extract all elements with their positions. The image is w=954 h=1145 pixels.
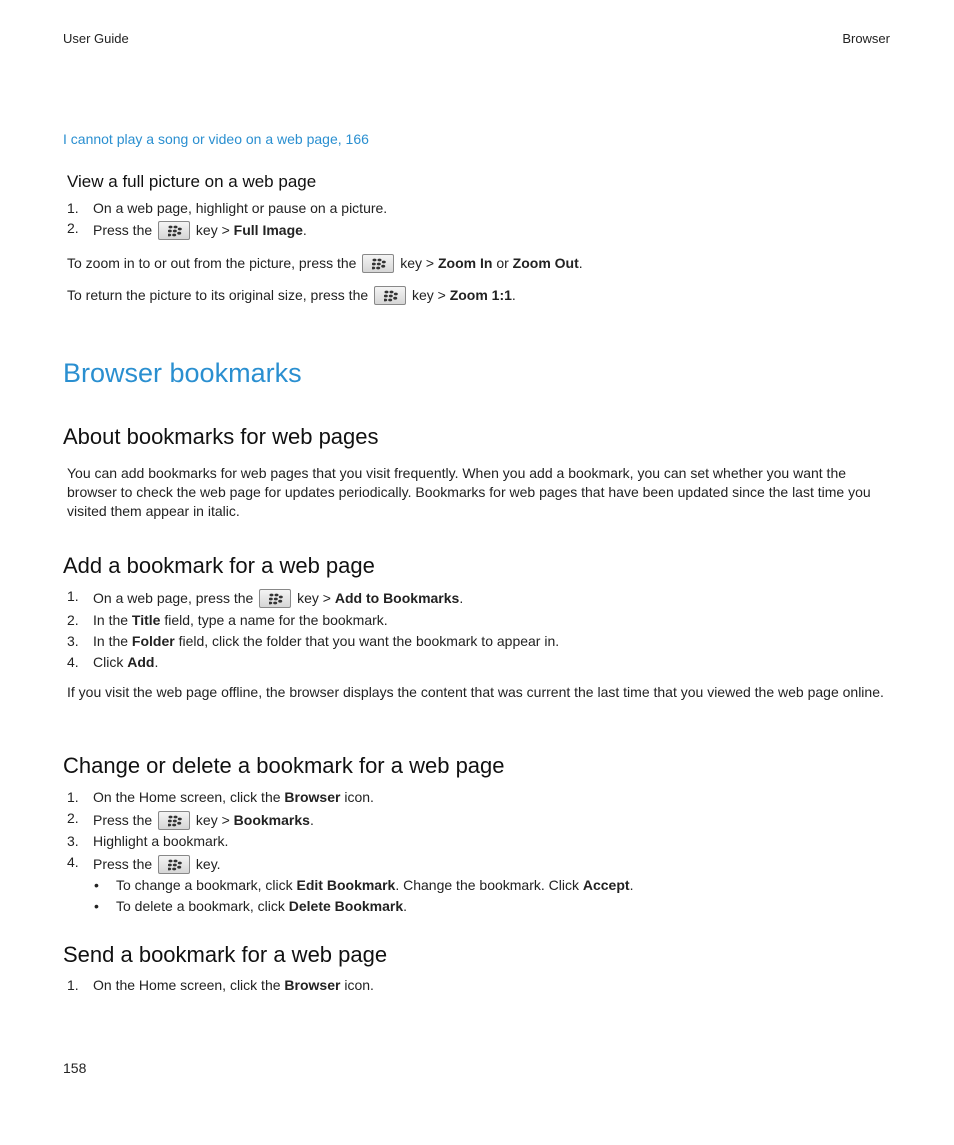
add-bookmark-heading: Add a bookmark for a web page bbox=[63, 553, 375, 578]
blackberry-menu-key-icon bbox=[374, 286, 406, 305]
offline-note: If you visit the web page offline, the browser displays the content that was current the last time that you viewed the web page online. bbox=[67, 684, 884, 700]
header-guide-title: User Guide bbox=[63, 31, 129, 46]
zoom-note: To zoom in to or out from the picture, press the key > Zoom In or Zoom Out. bbox=[67, 255, 583, 271]
about-body: You can add bookmarks for web pages that you visit frequently. When you add a bookmark, you can set whether you want the browser to check the web page for updates periodically. Bookmarks for web pages that have been updated since the last time you visited them appear in italic. bbox=[67, 465, 871, 519]
page-number: 158 bbox=[63, 1060, 87, 1076]
blackberry-menu-key-icon bbox=[158, 855, 190, 874]
change-bookmark-heading: Change or delete a bookmark for a web page bbox=[63, 753, 505, 778]
send-bookmark-heading: Send a bookmark for a web page bbox=[63, 942, 388, 967]
blackberry-menu-key-icon bbox=[158, 811, 190, 830]
blackberry-menu-key-icon bbox=[259, 589, 291, 608]
blackberry-menu-key-icon bbox=[362, 254, 394, 273]
header-section-title: Browser bbox=[842, 31, 890, 46]
about-heading: About bookmarks for web pages bbox=[63, 424, 379, 449]
full-picture-heading: View a full picture on a web page bbox=[67, 172, 317, 191]
related-topic-link[interactable]: I cannot play a song or video on a web page, 166 bbox=[63, 131, 369, 147]
section-title: Browser bookmarks bbox=[63, 358, 302, 388]
blackberry-menu-key-icon bbox=[158, 221, 190, 240]
return-note: To return the picture to its original size, press the key > Zoom 1:1. bbox=[67, 287, 516, 303]
